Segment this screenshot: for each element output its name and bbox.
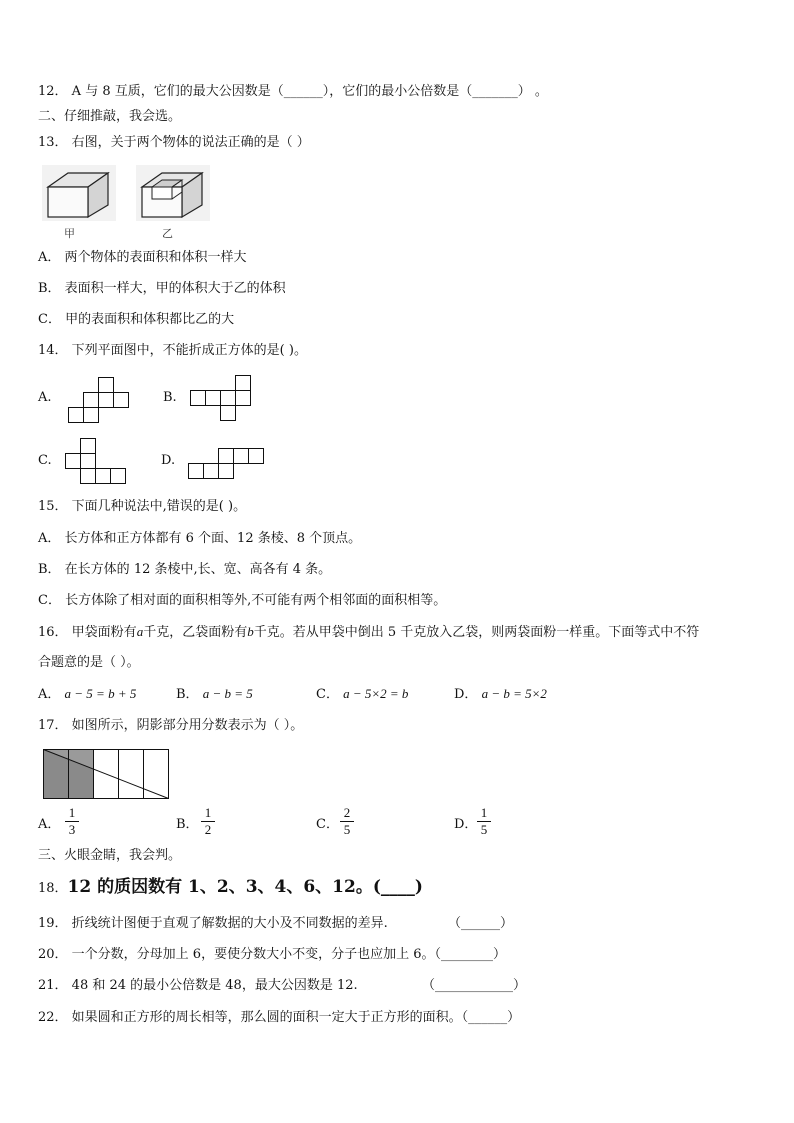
question-17-stem: 17． 如图所示，阴影部分用分数表示为（ ）。 bbox=[38, 718, 304, 733]
q14-label-c: C. bbox=[38, 453, 52, 468]
caption-yi: 乙 bbox=[162, 227, 173, 240]
q21-answer-blank[interactable]: （____________） bbox=[422, 978, 527, 993]
cube-net-d bbox=[188, 448, 265, 479]
question-15-stem: 15． 下面几种说法中,错误的是( )。 bbox=[38, 499, 247, 514]
q15-option-a: A． 长方体和正方体都有 6 个面、12 条棱、8 个顶点。 bbox=[38, 531, 362, 546]
question-18: 18．12 的质因数有 1、2、3、4、6、12。(____) bbox=[38, 877, 423, 897]
question-13-stem: 13． 右图，关于两个物体的说法正确的是（ ） bbox=[38, 135, 310, 150]
q14-label-b: B. bbox=[163, 390, 177, 405]
q17-fraction-a: 1 3 bbox=[65, 806, 79, 837]
q15-option-c: C． 长方体除了相对面的面积相等外,不可能有两个相邻面的面积相等。 bbox=[38, 593, 447, 608]
q16-option-c: C． a − 5×2 = b bbox=[316, 686, 409, 702]
q14-label-d: D. bbox=[161, 453, 176, 468]
q15-option-b: B． 在长方体的 12 条棱中,长、宽、高各有 4 条。 bbox=[38, 562, 332, 577]
q17-label-a: A． bbox=[38, 817, 61, 832]
q13-option-a: A． 两个物体的表面积和体积一样大 bbox=[38, 250, 247, 265]
question-19: 19． 折线统计图便于直观了解数据的大小及不同数据的差异. bbox=[38, 916, 388, 931]
cube-net-b bbox=[190, 375, 252, 421]
question-12: 12． A 与 8 互质，它们的最大公因数是（______），它们的最小公倍数是（_______） 。 bbox=[38, 84, 548, 99]
q13-option-b: B． 表面积一样大，甲的体积大于乙的体积 bbox=[38, 281, 286, 296]
q14-label-a: A. bbox=[38, 390, 52, 405]
shaded-rectangle-figure bbox=[43, 749, 169, 799]
q17-label-d: D． bbox=[454, 817, 478, 832]
q17-label-c: C． bbox=[316, 817, 339, 832]
cube-net-a bbox=[68, 377, 130, 423]
question-14-stem: 14． 下列平面图中，不能折成正方体的是( )。 bbox=[38, 343, 307, 358]
q16-option-a: A． a − 5 = b + 5 bbox=[38, 686, 137, 702]
question-21: 21． 48 和 24 的最小公倍数是 48，最大公因数是 12. bbox=[38, 978, 358, 993]
q16-option-d: D． a − b = 5×2 bbox=[454, 686, 547, 702]
q17-fraction-b: 1 2 bbox=[201, 806, 215, 837]
section-3-title: 三、火眼金睛，我会判。 bbox=[38, 848, 182, 863]
question-16-line1: 16． 甲袋面粉有a千克，乙袋面粉有b千克。若从甲袋中倒出 5 千克放入乙袋，则两袋面粉一样重。下面等式中不符 bbox=[38, 624, 700, 640]
caption-jia: 甲 bbox=[64, 227, 75, 240]
q17-label-b: B． bbox=[176, 817, 199, 832]
solid-cuboid-figure bbox=[42, 165, 116, 221]
q17-fraction-c: 2 5 bbox=[340, 806, 354, 837]
cube-net-c bbox=[65, 438, 127, 484]
q13-option-c: C． 甲的表面积和体积都比乙的大 bbox=[38, 312, 235, 327]
section-2-title: 二、仔细推敲，我会选。 bbox=[38, 109, 182, 124]
question-20: 20． 一个分数，分母加上 6，要使分数大小不变，分子也应加上 6。（________） bbox=[38, 947, 506, 962]
q19-answer-blank[interactable]: （______） bbox=[448, 916, 514, 931]
q16-option-b: B． a − b = 5 bbox=[176, 686, 253, 702]
question-22: 22． 如果圆和正方形的周长相等，那么圆的面积一定大于正方形的面积。（______） bbox=[38, 1010, 521, 1025]
question-16-line2: 合题意的是（ ）。 bbox=[38, 655, 140, 670]
var-b: b bbox=[247, 624, 254, 639]
notched-cuboid-figure bbox=[136, 165, 210, 221]
q17-fraction-d: 1 5 bbox=[477, 806, 491, 837]
var-a: a bbox=[136, 624, 144, 639]
